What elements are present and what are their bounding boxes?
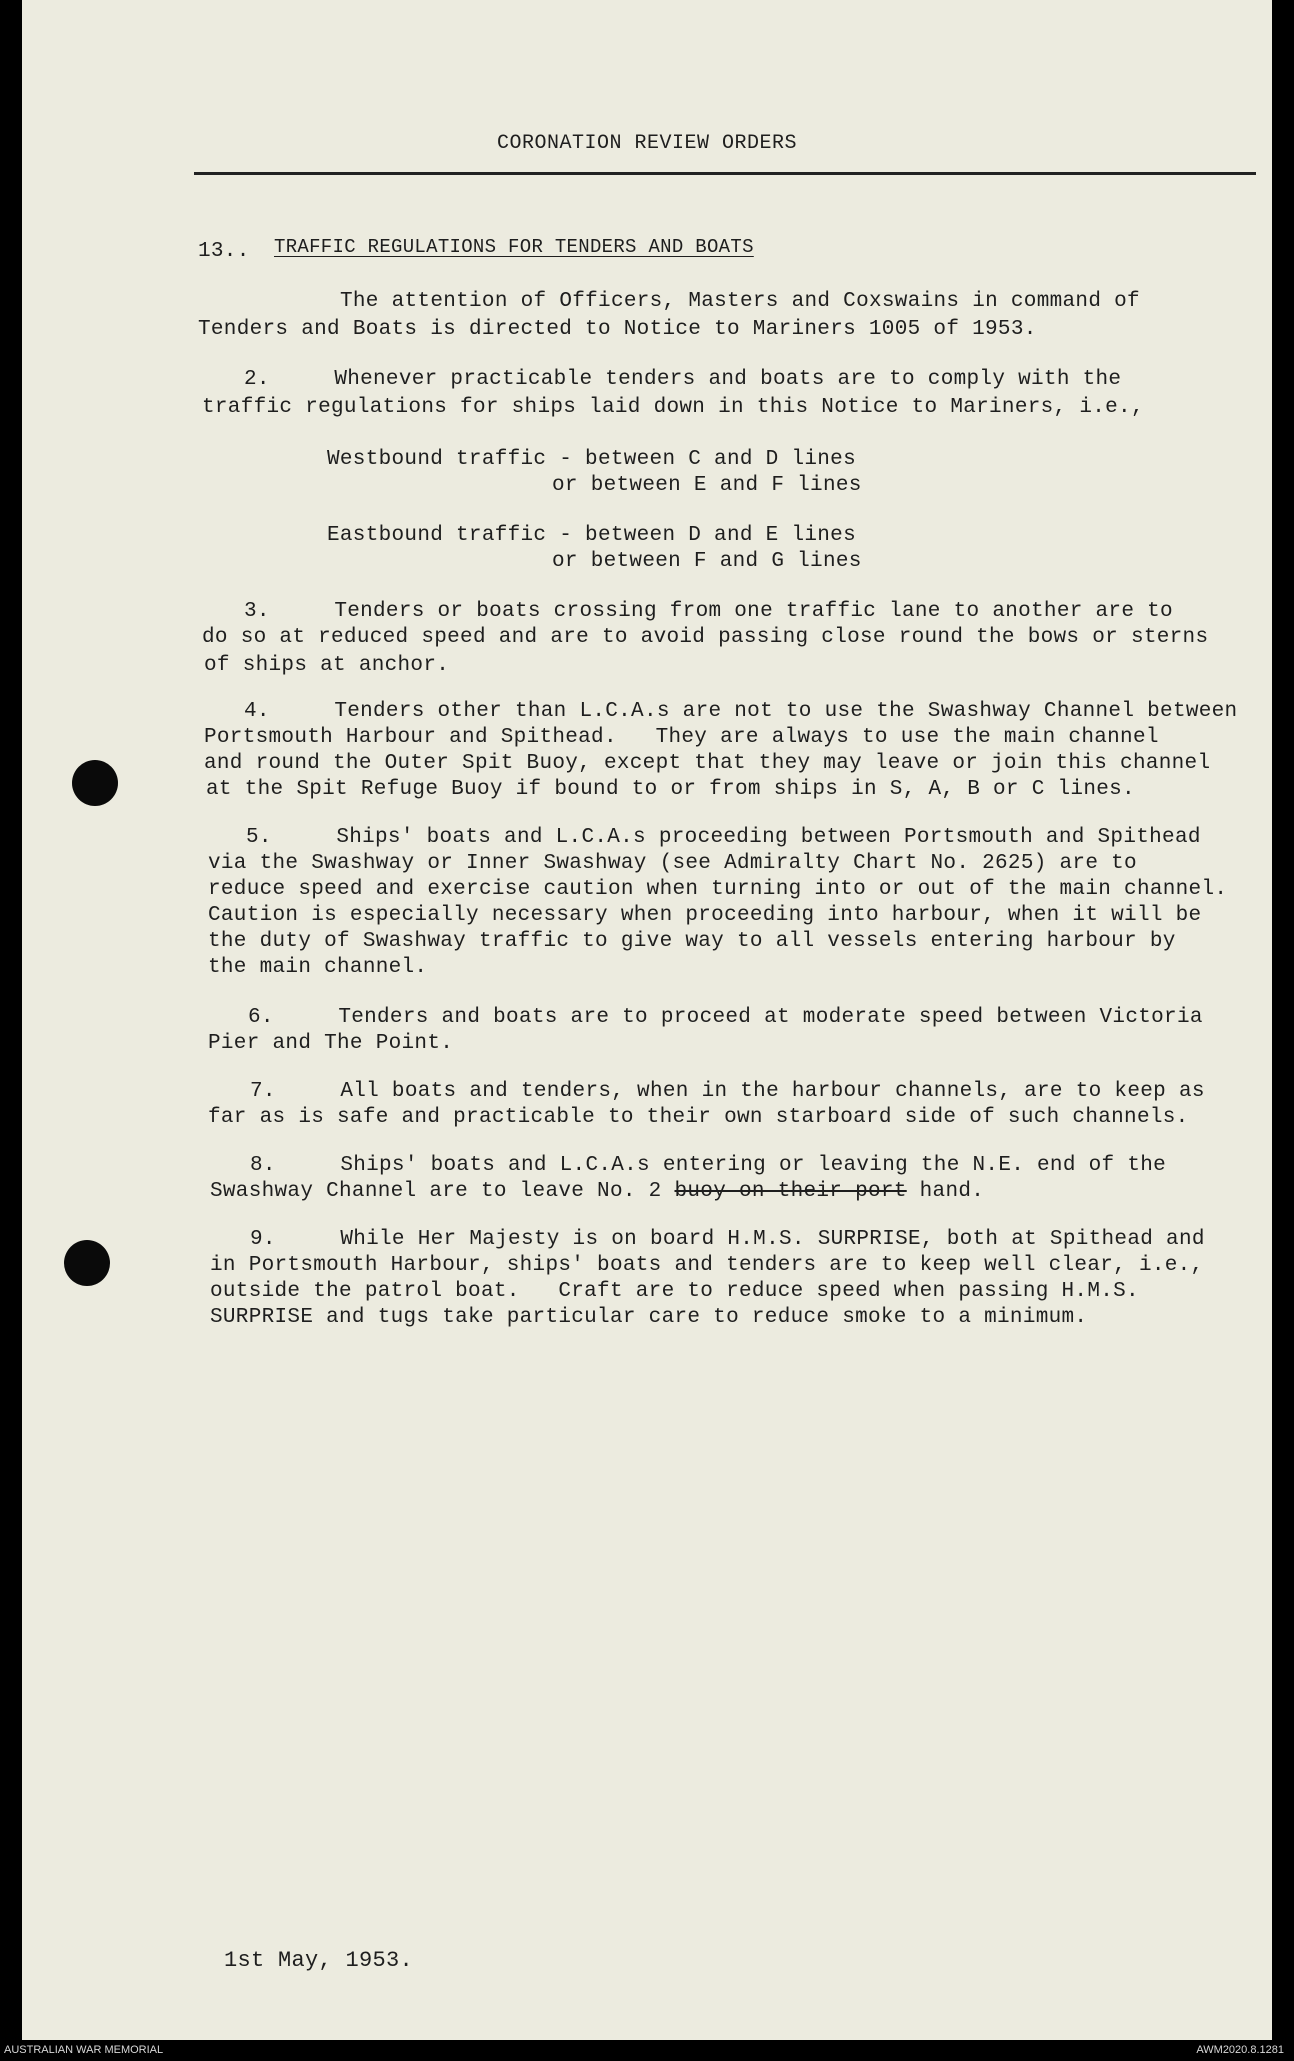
para-5-line-4: Caution is especially necessary when proceeding into harbour, when it will be bbox=[208, 904, 1202, 927]
footer-institution: AUSTRALIAN WAR MEMORIAL bbox=[4, 2044, 164, 2056]
para-6-line-1: 6. Tenders and boats are to proceed at moderate speed between Victoria bbox=[248, 1006, 1203, 1029]
section-title: TRAFFIC REGULATIONS FOR TENDERS AND BOATS bbox=[274, 236, 754, 258]
para-7-line-2: far as is safe and practicable to their own starboard side of such channels. bbox=[208, 1106, 1189, 1129]
footer-bar bbox=[0, 2040, 1294, 2061]
para-5-line-3: reduce speed and exercise caution when turning into or out of the main channel. bbox=[208, 878, 1228, 901]
para-8-text-before: Swashway Channel are to leave No. 2 bbox=[210, 1180, 675, 1203]
para-9-line-3: outside the patrol boat. Craft are to reduce speed when passing H.M.S. bbox=[210, 1280, 1139, 1303]
page-title: CORONATION REVIEW ORDERS bbox=[496, 132, 798, 155]
para-3-line-2: do so at reduced speed and are to avoid passing close round the bows or sterns bbox=[202, 626, 1209, 649]
document-date: 1st May, 1953. bbox=[224, 1948, 414, 1973]
para-7-line-1: 7. All boats and tenders, when in the harbour channels, are to keep as bbox=[250, 1080, 1205, 1103]
para-6-line-2: Pier and The Point. bbox=[208, 1032, 454, 1055]
para-4-line-2: Portsmouth Harbour and Spithead. They are always to use the main channel bbox=[204, 726, 1159, 749]
para-2-line-2: traffic regulations for ships laid down in this Notice to Mariners, i.e., bbox=[202, 396, 1144, 419]
para-8-line-2 bbox=[210, 1180, 984, 1203]
para-8-struck-text: buoy on their port bbox=[674, 1180, 907, 1203]
para-8-text-after: hand. bbox=[906, 1180, 985, 1203]
eastbound-line-1: Eastbound traffic - between D and E lines bbox=[327, 524, 856, 547]
punch-hole-top bbox=[72, 760, 118, 806]
para-4-line-1: 4. Tenders other than L.C.A.s are not to use the Swashway Channel between bbox=[244, 700, 1238, 723]
westbound-line-1: Westbound traffic - between C and D lines bbox=[327, 448, 856, 471]
para-5-line-6: the main channel. bbox=[208, 956, 428, 979]
para-1-line-1: The attention of Officers, Masters and Coxswains in command of bbox=[340, 290, 1140, 313]
para-9-line-4: SURPRISE and tugs take particular care to reduce smoke to a minimum. bbox=[210, 1306, 1088, 1329]
para-5-line-2: via the Swashway or Inner Swashway (see Admiralty Chart No. 2625) are to bbox=[208, 852, 1137, 875]
section-number: 13.. bbox=[198, 240, 250, 263]
para-1-line-2: Tenders and Boats is directed to Notice to Mariners 1005 of 1953. bbox=[198, 318, 1037, 341]
para-4-line-3: and round the Outer Spit Buoy, except that they may leave or join this channel bbox=[204, 752, 1211, 775]
document-page bbox=[22, 0, 1272, 2040]
para-3-line-3: of ships at anchor. bbox=[204, 654, 450, 677]
para-3-line-1: 3. Tenders or boats crossing from one traffic lane to another are to bbox=[244, 600, 1173, 623]
para-9-line-1: 9. While Her Majesty is on board H.M.S. SURPRISE, both at Spithead and bbox=[250, 1228, 1205, 1251]
footer-accession-number: AWM2020.8.1281 bbox=[1196, 2044, 1284, 2056]
punch-hole-bottom bbox=[64, 1240, 110, 1286]
westbound-line-2: or between E and F lines bbox=[552, 474, 862, 497]
para-8-line-1: 8. Ships' boats and L.C.A.s entering or leaving the N.E. end of the bbox=[250, 1154, 1167, 1177]
para-9-line-2: in Portsmouth Harbour, ships' boats and tenders are to keep well clear, i.e., bbox=[210, 1254, 1204, 1277]
para-5-line-5: the duty of Swashway traffic to give way to all vessels entering harbour by bbox=[208, 930, 1176, 953]
para-5-line-1: 5. Ships' boats and L.C.A.s proceeding between Portsmouth and Spithead bbox=[246, 826, 1201, 849]
eastbound-line-2: or between F and G lines bbox=[552, 550, 862, 573]
para-2-line-1: 2. Whenever practicable tenders and boats are to comply with the bbox=[244, 368, 1122, 391]
header-divider bbox=[194, 172, 1256, 175]
para-4-line-4: at the Spit Refuge Buoy if bound to or from ships in S, A, B or C lines. bbox=[206, 778, 1135, 801]
